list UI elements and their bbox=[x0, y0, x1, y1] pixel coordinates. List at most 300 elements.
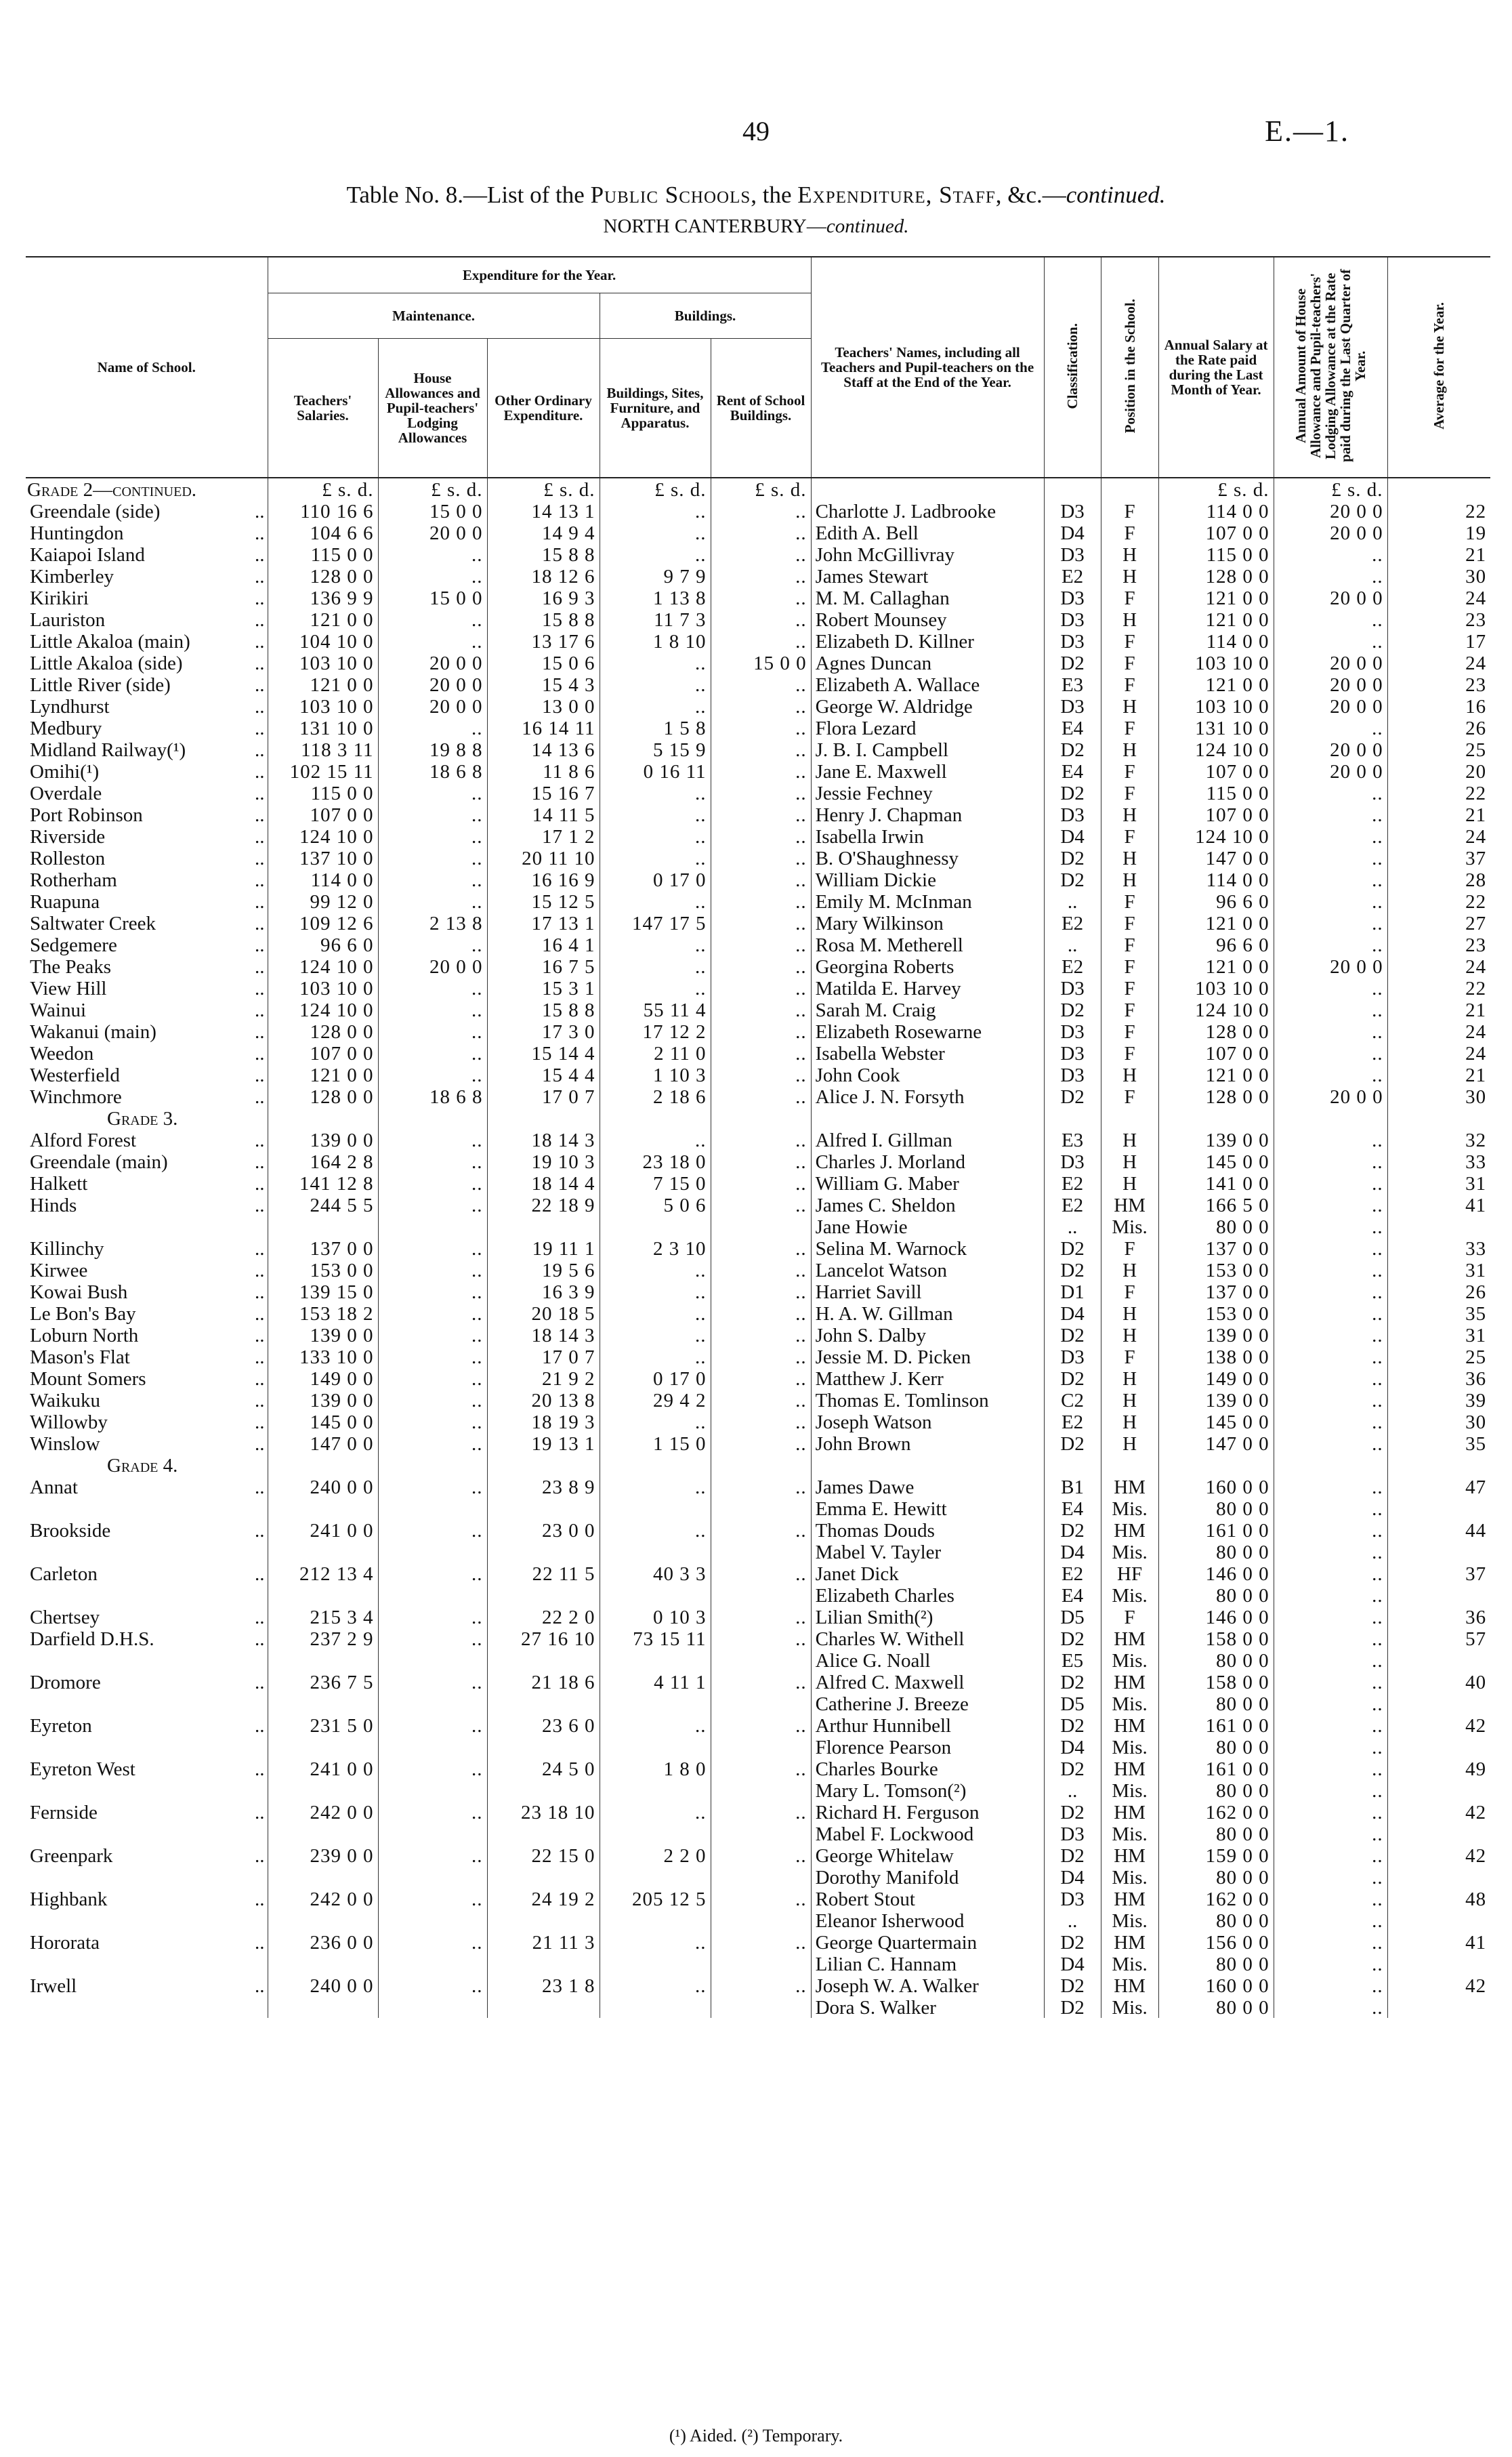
school-name: Kirikiri .. bbox=[30, 587, 265, 609]
annual-salary: 158 0 0 bbox=[1158, 1671, 1274, 1693]
school-name: Alford Forest .. bbox=[30, 1130, 265, 1151]
other-expenditure: 19 11 1 bbox=[487, 1237, 600, 1259]
empty-cell bbox=[487, 1866, 600, 1888]
teacher-name: Arthur Hunnibell bbox=[811, 1714, 1044, 1736]
other-expenditure: 18 14 3 bbox=[487, 1324, 600, 1346]
teacher-name: J. B. I. Campbell bbox=[811, 739, 1044, 760]
teacher-position: H bbox=[1101, 1389, 1158, 1411]
house-allowance: .. bbox=[378, 1172, 487, 1194]
teacher-position: Mis. bbox=[1101, 1779, 1158, 1801]
annual-house-allowance: .. bbox=[1274, 1324, 1387, 1346]
teacher-name: Elizabeth Rosewarne bbox=[811, 1020, 1044, 1042]
annual-house-allowance: .. bbox=[1274, 1172, 1387, 1194]
teacher-classification: D3 bbox=[1044, 1823, 1101, 1844]
teacher-classification: D4 bbox=[1044, 1302, 1101, 1324]
empty-cell bbox=[378, 1996, 487, 2018]
annual-house-allowance: .. bbox=[1274, 934, 1387, 955]
table-row bbox=[26, 1975, 1490, 1996]
teachers-salary: 147 0 0 bbox=[268, 1432, 378, 1454]
annual-house-allowance: .. bbox=[1274, 912, 1387, 934]
teachers-salary: 136 9 9 bbox=[268, 587, 378, 608]
annual-house-allowance: .. bbox=[1274, 1671, 1387, 1693]
rent: .. bbox=[711, 934, 811, 955]
buildings-expenditure: 0 16 11 bbox=[600, 760, 711, 782]
average-attendance: 23 bbox=[1387, 608, 1490, 630]
teacher-position: Mis. bbox=[1101, 1541, 1158, 1563]
teachers-salary: 118 3 11 bbox=[268, 739, 378, 760]
annual-house-allowance: .. bbox=[1274, 1476, 1387, 1498]
annual-house-allowance: .. bbox=[1274, 1844, 1387, 1866]
empty-cell bbox=[378, 1779, 487, 1801]
table-row bbox=[26, 1931, 1490, 1953]
other-expenditure: 20 11 10 bbox=[487, 847, 600, 869]
buildings-expenditure: 73 15 11 bbox=[600, 1628, 711, 1649]
table-subtitle bbox=[0, 215, 1512, 238]
average-attendance: 21 bbox=[1387, 1064, 1490, 1086]
teacher-name: Charles W. Withell bbox=[811, 1628, 1044, 1649]
rent: .. bbox=[711, 1129, 811, 1151]
school-name-text: Lyndhurst bbox=[30, 696, 110, 718]
teacher-classification: D2 bbox=[1044, 739, 1101, 760]
annual-house-allowance: .. bbox=[1274, 1736, 1387, 1758]
average-attendance: 40 bbox=[1387, 1671, 1490, 1693]
rent: .. bbox=[711, 890, 811, 912]
teacher-classification: D3 bbox=[1044, 543, 1101, 565]
annual-salary: 162 0 0 bbox=[1158, 1888, 1274, 1909]
header-house-allowances: House Allowances and Pupil-teachers' Lodging Allowances bbox=[378, 339, 487, 478]
rent: .. bbox=[711, 565, 811, 587]
teacher-classification: E2 bbox=[1044, 1194, 1101, 1216]
buildings-expenditure: .. bbox=[600, 825, 711, 847]
rent: .. bbox=[711, 869, 811, 890]
average-attendance: 57 bbox=[1387, 1628, 1490, 1649]
buildings-expenditure: 9 7 9 bbox=[600, 565, 711, 587]
empty-cell bbox=[378, 1736, 487, 1758]
annual-house-allowance: .. bbox=[1274, 1020, 1387, 1042]
buildings-expenditure: 2 11 0 bbox=[600, 1042, 711, 1064]
house-allowance: .. bbox=[378, 1020, 487, 1042]
average-attendance: 30 bbox=[1387, 565, 1490, 587]
average-attendance: 36 bbox=[1387, 1367, 1490, 1389]
other-expenditure: 11 8 6 bbox=[487, 760, 600, 782]
teacher-position: Mis. bbox=[1101, 1649, 1158, 1671]
school-name: Overdale .. bbox=[30, 783, 265, 804]
teacher-name: Henry J. Chapman bbox=[811, 804, 1044, 825]
school-name-text: Kirikiri bbox=[30, 587, 89, 609]
subtitle-region: NORTH CANTERBURY— bbox=[603, 215, 826, 237]
annual-salary: 145 0 0 bbox=[1158, 1411, 1274, 1432]
teachers-salary: 103 10 0 bbox=[268, 652, 378, 674]
document-code: E.—1. bbox=[1265, 115, 1349, 148]
teacher-position: H bbox=[1101, 869, 1158, 890]
annual-house-allowance: 20 0 0 bbox=[1274, 739, 1387, 760]
annual-house-allowance: .. bbox=[1274, 1823, 1387, 1844]
annual-salary: 80 0 0 bbox=[1158, 1909, 1274, 1931]
rent: .. bbox=[711, 760, 811, 782]
other-expenditure: 20 18 5 bbox=[487, 1302, 600, 1324]
house-allowance: .. bbox=[378, 1259, 487, 1281]
average-attendance: 24 bbox=[1387, 955, 1490, 977]
rent: .. bbox=[711, 955, 811, 977]
annual-salary: 162 0 0 bbox=[1158, 1801, 1274, 1823]
table-row bbox=[26, 760, 1490, 782]
annual-salary: 96 6 0 bbox=[1158, 934, 1274, 955]
header-buildings-sites: Buildings, Sites, Furniture, and Apparatus. bbox=[600, 339, 711, 478]
teacher-name: M. M. Callaghan bbox=[811, 587, 1044, 608]
annual-house-allowance: .. bbox=[1274, 825, 1387, 847]
annual-salary: 80 0 0 bbox=[1158, 1649, 1274, 1671]
buildings-expenditure: 1 15 0 bbox=[600, 1432, 711, 1454]
average-attendance: 28 bbox=[1387, 869, 1490, 890]
empty-cell bbox=[268, 1584, 378, 1606]
annual-salary: 159 0 0 bbox=[1158, 1844, 1274, 1866]
school-name-empty bbox=[26, 1779, 268, 1801]
empty-cell bbox=[487, 1584, 600, 1606]
other-expenditure: 19 5 6 bbox=[487, 1259, 600, 1281]
table-row bbox=[26, 1736, 1490, 1758]
school-name-text: Riverside bbox=[30, 826, 106, 848]
teacher-position: H bbox=[1101, 1324, 1158, 1346]
teacher-classification: D5 bbox=[1044, 1693, 1101, 1714]
average-attendance: 42 bbox=[1387, 1714, 1490, 1736]
teacher-name: Jessie Fechney bbox=[811, 782, 1044, 804]
school-name-empty bbox=[26, 1649, 268, 1671]
empty-cell bbox=[487, 1107, 600, 1129]
teachers-salary: 139 0 0 bbox=[268, 1324, 378, 1346]
average-attendance: 44 bbox=[1387, 1519, 1490, 1541]
school-name-text: Wakanui (main) bbox=[30, 1021, 156, 1043]
teacher-name: William Dickie bbox=[811, 869, 1044, 890]
annual-house-allowance: .. bbox=[1274, 1367, 1387, 1389]
table-row bbox=[26, 587, 1490, 608]
school-name: Irwell .. bbox=[30, 1975, 265, 1997]
empty-cell bbox=[1274, 1107, 1387, 1129]
school-name-text: Dromore bbox=[30, 1672, 101, 1693]
teacher-classification: D4 bbox=[1044, 1736, 1101, 1758]
empty-cell bbox=[711, 1454, 811, 1476]
school-name: Westerfield .. bbox=[30, 1065, 265, 1086]
teacher-name: Agnes Duncan bbox=[811, 652, 1044, 674]
average-attendance bbox=[1387, 1649, 1490, 1671]
teacher-classification: B1 bbox=[1044, 1476, 1101, 1498]
teachers-salary: 121 0 0 bbox=[268, 608, 378, 630]
buildings-expenditure: 17 12 2 bbox=[600, 1020, 711, 1042]
house-allowance: .. bbox=[378, 1671, 487, 1693]
other-expenditure: 16 4 1 bbox=[487, 934, 600, 955]
buildings-expenditure: 1 8 10 bbox=[600, 630, 711, 652]
house-allowance: .. bbox=[378, 825, 487, 847]
table-row bbox=[26, 1888, 1490, 1909]
annual-salary: 80 0 0 bbox=[1158, 1541, 1274, 1563]
annual-salary: 121 0 0 bbox=[1158, 955, 1274, 977]
empty-cell bbox=[378, 1584, 487, 1606]
school-name: Darfield D.H.S. .. bbox=[30, 1628, 265, 1650]
table-row bbox=[26, 652, 1490, 674]
table-row bbox=[26, 1476, 1490, 1498]
school-name-text: Midland Railway(¹) bbox=[30, 739, 186, 761]
teacher-name: Sarah M. Craig bbox=[811, 999, 1044, 1020]
buildings-expenditure: 2 18 6 bbox=[600, 1086, 711, 1107]
annual-house-allowance: .. bbox=[1274, 782, 1387, 804]
average-attendance: 42 bbox=[1387, 1801, 1490, 1823]
school-name: Kowai Bush .. bbox=[30, 1281, 265, 1303]
teacher-position: H bbox=[1101, 1259, 1158, 1281]
average-attendance: 30 bbox=[1387, 1411, 1490, 1432]
table-row bbox=[26, 674, 1490, 695]
teachers-salary: 115 0 0 bbox=[268, 543, 378, 565]
teacher-position: HM bbox=[1101, 1628, 1158, 1649]
empty-cell bbox=[378, 1498, 487, 1519]
table-row bbox=[26, 1302, 1490, 1324]
empty-cell bbox=[1101, 478, 1158, 500]
school-name-text: Brookside bbox=[30, 1520, 111, 1542]
teacher-name: Mabel F. Lockwood bbox=[811, 1823, 1044, 1844]
teachers-salary: 99 12 0 bbox=[268, 890, 378, 912]
rent: .. bbox=[711, 500, 811, 522]
table-row bbox=[26, 890, 1490, 912]
school-name: Little Akaloa (main) .. bbox=[30, 631, 265, 653]
rent: .. bbox=[711, 543, 811, 565]
teacher-position: HM bbox=[1101, 1714, 1158, 1736]
teacher-position: HF bbox=[1101, 1563, 1158, 1584]
house-allowance: .. bbox=[378, 782, 487, 804]
empty-cell bbox=[711, 1866, 811, 1888]
teacher-position: HM bbox=[1101, 1519, 1158, 1541]
empty-cell bbox=[268, 1107, 378, 1129]
rent: .. bbox=[711, 1888, 811, 1909]
school-name-text: Irwell bbox=[30, 1975, 77, 1997]
teacher-position: HM bbox=[1101, 1888, 1158, 1909]
teacher-name: Lancelot Watson bbox=[811, 1259, 1044, 1281]
empty-cell bbox=[268, 1216, 378, 1237]
annual-salary: 160 0 0 bbox=[1158, 1975, 1274, 1996]
teacher-classification: D3 bbox=[1044, 587, 1101, 608]
rent: .. bbox=[711, 1671, 811, 1693]
average-attendance: 22 bbox=[1387, 782, 1490, 804]
annual-house-allowance: .. bbox=[1274, 869, 1387, 890]
annual-salary: 80 0 0 bbox=[1158, 1996, 1274, 2018]
grade-label: Grade 2—continued. bbox=[27, 479, 197, 501]
table-row bbox=[26, 1432, 1490, 1454]
school-name: Medbury .. bbox=[30, 718, 265, 739]
school-name-text: Mount Somers bbox=[30, 1368, 146, 1390]
school-name: Killinchy .. bbox=[30, 1238, 265, 1260]
annual-house-allowance: .. bbox=[1274, 977, 1387, 999]
school-name-text: Kirwee bbox=[30, 1260, 88, 1281]
table-row bbox=[26, 1129, 1490, 1151]
teacher-name: Isabella Webster bbox=[811, 1042, 1044, 1064]
other-expenditure: 18 14 4 bbox=[487, 1172, 600, 1194]
teacher-name: Richard H. Ferguson bbox=[811, 1801, 1044, 1823]
teacher-position: HM bbox=[1101, 1931, 1158, 1953]
teachers-salary: 241 0 0 bbox=[268, 1519, 378, 1541]
other-expenditure: 15 4 4 bbox=[487, 1064, 600, 1086]
teacher-name: Mary L. Tomson(²) bbox=[811, 1779, 1044, 1801]
school-name-text: Highbank bbox=[30, 1888, 108, 1910]
rent: .. bbox=[711, 1020, 811, 1042]
currency-units: £ s. d. bbox=[1158, 478, 1274, 500]
annual-salary: 121 0 0 bbox=[1158, 587, 1274, 608]
teacher-classification: D2 bbox=[1044, 1801, 1101, 1823]
annual-salary: 166 5 0 bbox=[1158, 1194, 1274, 1216]
annual-salary: 80 0 0 bbox=[1158, 1953, 1274, 1975]
average-attendance: 27 bbox=[1387, 912, 1490, 934]
teacher-name: Emily M. McInman bbox=[811, 890, 1044, 912]
table-row bbox=[26, 1194, 1490, 1216]
average-attendance: 25 bbox=[1387, 1346, 1490, 1367]
school-name: Loburn North .. bbox=[30, 1325, 265, 1346]
currency-units: £ s. d. bbox=[711, 478, 811, 500]
rent: .. bbox=[711, 1042, 811, 1064]
table-row bbox=[26, 717, 1490, 739]
teacher-name: Robert Stout bbox=[811, 1888, 1044, 1909]
average-attendance bbox=[1387, 1541, 1490, 1563]
average-attendance: 26 bbox=[1387, 1281, 1490, 1302]
teacher-classification: D2 bbox=[1044, 1975, 1101, 1996]
school-name: Mount Somers .. bbox=[30, 1368, 265, 1390]
other-expenditure: 15 8 8 bbox=[487, 608, 600, 630]
buildings-expenditure: 7 15 0 bbox=[600, 1172, 711, 1194]
annual-salary: 161 0 0 bbox=[1158, 1519, 1274, 1541]
school-name-text: Medbury bbox=[30, 718, 102, 739]
school-name: Willowby .. bbox=[30, 1411, 265, 1433]
annual-house-allowance: 20 0 0 bbox=[1274, 674, 1387, 695]
teacher-position: HM bbox=[1101, 1758, 1158, 1779]
buildings-expenditure: .. bbox=[600, 1975, 711, 1996]
annual-salary: 139 0 0 bbox=[1158, 1129, 1274, 1151]
house-allowance: 15 0 0 bbox=[378, 500, 487, 522]
teachers-salary: 237 2 9 bbox=[268, 1628, 378, 1649]
annual-salary: 153 0 0 bbox=[1158, 1259, 1274, 1281]
teacher-classification: D2 bbox=[1044, 1259, 1101, 1281]
other-expenditure: 23 8 9 bbox=[487, 1476, 600, 1498]
teachers-salary: 145 0 0 bbox=[268, 1411, 378, 1432]
teacher-name: Mary Wilkinson bbox=[811, 912, 1044, 934]
buildings-expenditure: 23 18 0 bbox=[600, 1151, 711, 1172]
teachers-salary: 128 0 0 bbox=[268, 1020, 378, 1042]
school-name: Greendale (side) .. bbox=[30, 501, 265, 522]
teacher-position: F bbox=[1101, 522, 1158, 543]
rent: .. bbox=[711, 674, 811, 695]
rent: .. bbox=[711, 1237, 811, 1259]
teacher-name: Dora S. Walker bbox=[811, 1996, 1044, 2018]
annual-house-allowance: 20 0 0 bbox=[1274, 955, 1387, 977]
empty-cell bbox=[1101, 1454, 1158, 1476]
teacher-position: F bbox=[1101, 652, 1158, 674]
rent: .. bbox=[711, 999, 811, 1020]
average-attendance: 24 bbox=[1387, 652, 1490, 674]
other-expenditure: 13 17 6 bbox=[487, 630, 600, 652]
empty-cell bbox=[600, 1736, 711, 1758]
annual-house-allowance: .. bbox=[1274, 1909, 1387, 1931]
school-name: Wakanui (main) .. bbox=[30, 1021, 265, 1043]
empty-cell bbox=[378, 1693, 487, 1714]
annual-house-allowance: .. bbox=[1274, 804, 1387, 825]
header-buildings: Buildings. bbox=[600, 293, 811, 339]
teachers-salary: 240 0 0 bbox=[268, 1476, 378, 1498]
annual-house-allowance: .. bbox=[1274, 890, 1387, 912]
teacher-classification: D2 bbox=[1044, 1714, 1101, 1736]
buildings-expenditure: 1 8 0 bbox=[600, 1758, 711, 1779]
teacher-classification: D3 bbox=[1044, 500, 1101, 522]
house-allowance: .. bbox=[378, 1628, 487, 1649]
average-attendance: 22 bbox=[1387, 890, 1490, 912]
teacher-position: H bbox=[1101, 1151, 1158, 1172]
buildings-expenditure: 147 17 5 bbox=[600, 912, 711, 934]
empty-cell bbox=[268, 1693, 378, 1714]
annual-salary: 160 0 0 bbox=[1158, 1476, 1274, 1498]
teacher-position: H bbox=[1101, 1302, 1158, 1324]
table-row bbox=[26, 695, 1490, 717]
table-row bbox=[26, 999, 1490, 1020]
average-attendance: 41 bbox=[1387, 1194, 1490, 1216]
rent: .. bbox=[711, 1346, 811, 1367]
empty-cell bbox=[487, 1649, 600, 1671]
empty-cell bbox=[268, 1779, 378, 1801]
table-row bbox=[26, 1779, 1490, 1801]
annual-house-allowance: 20 0 0 bbox=[1274, 587, 1387, 608]
empty-cell bbox=[1387, 1107, 1490, 1129]
buildings-expenditure: 55 11 4 bbox=[600, 999, 711, 1020]
rent: .. bbox=[711, 1606, 811, 1628]
teacher-name: John Cook bbox=[811, 1064, 1044, 1086]
rent: .. bbox=[711, 1519, 811, 1541]
teacher-classification: D2 bbox=[1044, 1931, 1101, 1953]
school-name-empty bbox=[26, 1216, 268, 1237]
teacher-name: Emma E. Hewitt bbox=[811, 1498, 1044, 1519]
teacher-classification: E2 bbox=[1044, 1172, 1101, 1194]
empty-cell bbox=[711, 1823, 811, 1844]
buildings-expenditure: 5 0 6 bbox=[600, 1194, 711, 1216]
house-allowance: .. bbox=[378, 1975, 487, 1996]
other-expenditure: 15 16 7 bbox=[487, 782, 600, 804]
house-allowance: 20 0 0 bbox=[378, 522, 487, 543]
annual-salary: 124 10 0 bbox=[1158, 739, 1274, 760]
teacher-name: Charles Bourke bbox=[811, 1758, 1044, 1779]
house-allowance: .. bbox=[378, 608, 487, 630]
teacher-name: Elizabeth A. Wallace bbox=[811, 674, 1044, 695]
other-expenditure: 27 16 10 bbox=[487, 1628, 600, 1649]
rent: .. bbox=[711, 825, 811, 847]
buildings-expenditure: .. bbox=[600, 652, 711, 674]
teacher-position: H bbox=[1101, 1411, 1158, 1432]
annual-house-allowance: .. bbox=[1274, 1758, 1387, 1779]
house-allowance: .. bbox=[378, 1042, 487, 1064]
annual-house-allowance: .. bbox=[1274, 1931, 1387, 1953]
school-name: Hinds .. bbox=[30, 1195, 265, 1216]
school-name-text: Killinchy bbox=[30, 1238, 104, 1260]
annual-salary: 114 0 0 bbox=[1158, 500, 1274, 522]
rent: 15 0 0 bbox=[711, 652, 811, 674]
rent: .. bbox=[711, 1628, 811, 1649]
annual-salary: 139 0 0 bbox=[1158, 1324, 1274, 1346]
empty-cell bbox=[1274, 1454, 1387, 1476]
header-name-of-school: Name of School. bbox=[97, 359, 196, 375]
school-name-empty bbox=[26, 1996, 268, 2018]
school-name: Winslow .. bbox=[30, 1433, 265, 1455]
empty-cell bbox=[268, 1866, 378, 1888]
annual-salary: 146 0 0 bbox=[1158, 1563, 1274, 1584]
teacher-position: Mis. bbox=[1101, 1866, 1158, 1888]
buildings-expenditure: 29 4 2 bbox=[600, 1389, 711, 1411]
average-attendance: 22 bbox=[1387, 977, 1490, 999]
other-expenditure: 22 18 9 bbox=[487, 1194, 600, 1216]
table-row bbox=[26, 1411, 1490, 1432]
teachers-salary: 110 16 6 bbox=[268, 500, 378, 522]
empty-cell bbox=[1387, 1454, 1490, 1476]
teacher-classification: D3 bbox=[1044, 1151, 1101, 1172]
average-attendance bbox=[1387, 1823, 1490, 1844]
